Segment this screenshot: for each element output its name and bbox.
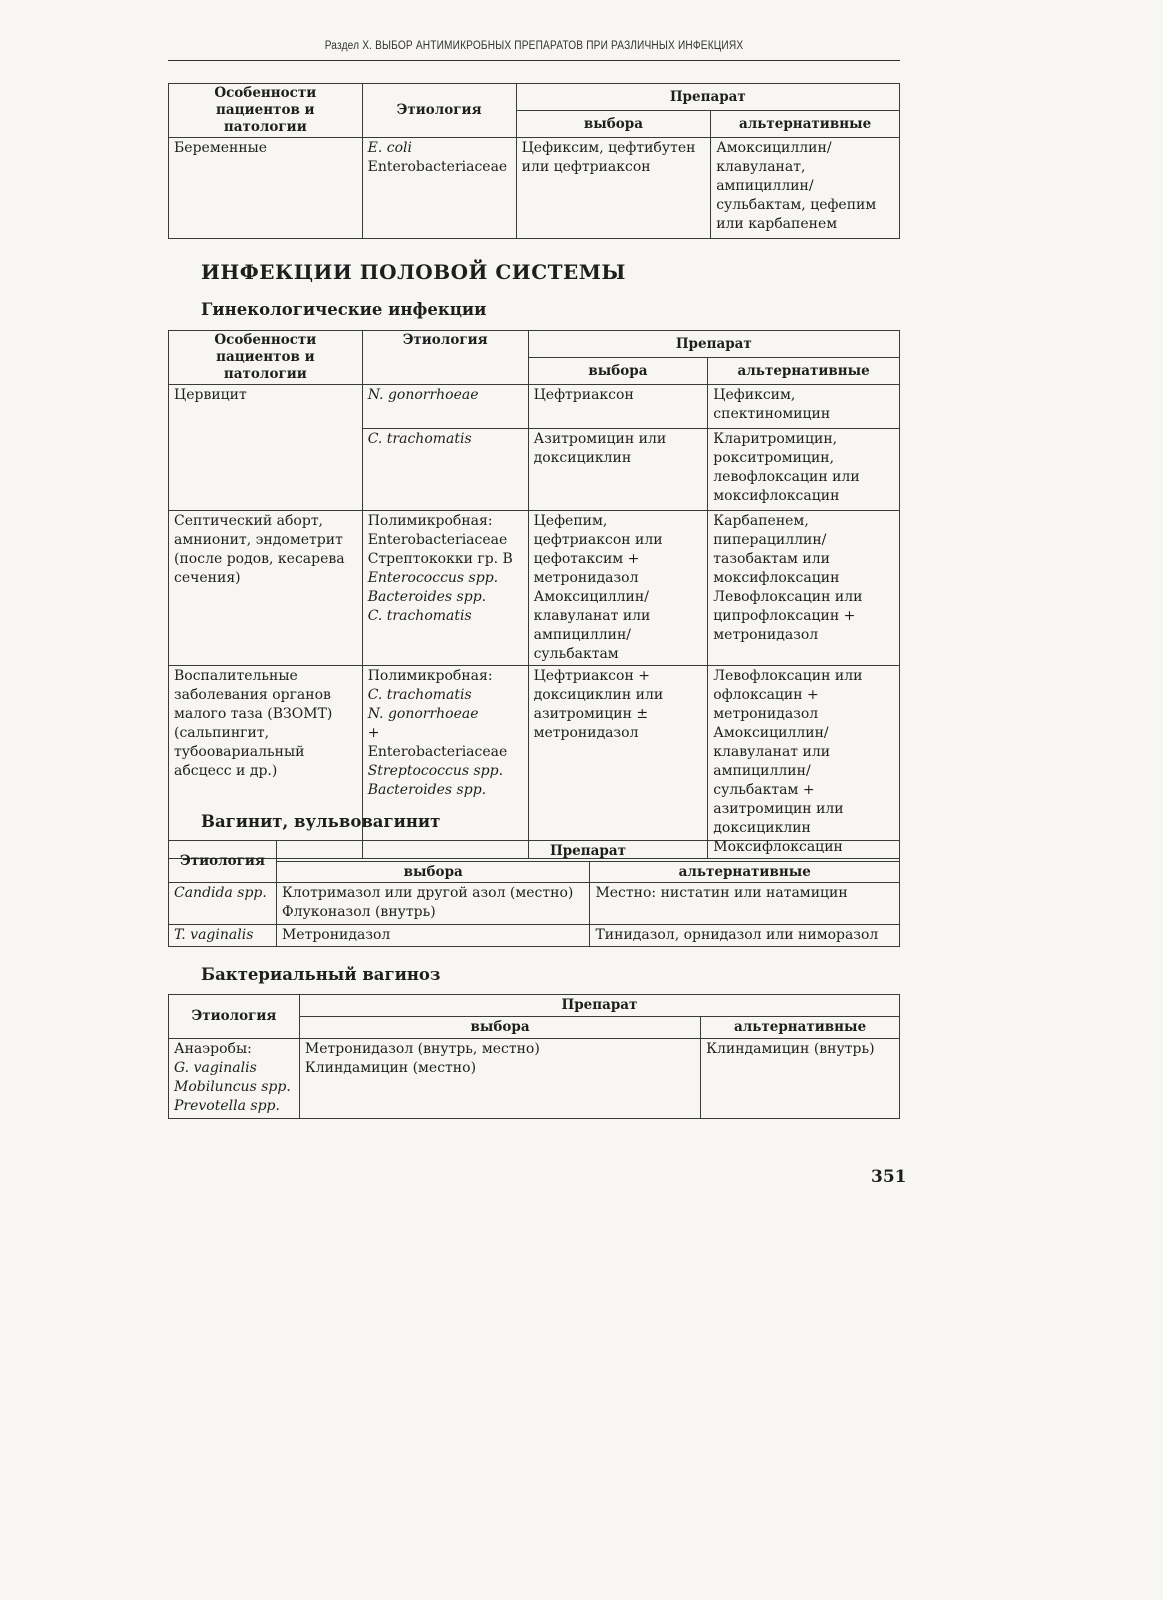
cell-choice: Азитромицин или доксициклин <box>528 429 708 511</box>
cell-etiology: Candida spp. <box>169 883 277 925</box>
header-choice: выбора <box>528 358 708 385</box>
vag-title: Вагинит, вульвовагинит <box>201 812 441 831</box>
cell-patients: Воспалительные заболевания органов малого таза (ВЗОМТ) (сальпингит, тубоовариальный абсцесс и др.) <box>169 666 363 859</box>
cell-etiology: Полимикробная: Enterobacteriaceae Стрептококки гр. B Enterococcus spp. Bacteroides spp. C. trachomatis <box>362 511 528 666</box>
header-choice: выбора <box>516 111 711 138</box>
cell-choice: Цефиксим, цефтибутен или цефтриаксон <box>516 138 711 239</box>
cell-etiology: E. coli Enterobacteriaceae <box>362 138 516 239</box>
cell-etiology: N. gonorrhoeae <box>362 385 528 429</box>
cell-choice: Цефтриаксон <box>528 385 708 429</box>
cell-patients: Септический аборт, амнионит, эндометрит (после родов, кесарева сечения) <box>169 511 363 666</box>
header-etiology: Этиология <box>362 331 528 385</box>
bv-title: Бактериальный вагиноз <box>201 965 441 984</box>
table-continuation <box>168 83 900 239</box>
cell-choice: Цефепим, цефтриаксон или цефотаксим + метронидазол Амоксициллин/клавуланат или ампициллин/сульбактам <box>528 511 708 666</box>
cell-alternative: Кларитромицин, рокситромицин, левофлоксацин или моксифлоксацин <box>708 429 900 511</box>
header-alternative: альтернативные <box>590 862 900 883</box>
table-gyn <box>168 330 900 859</box>
running-head: Раздел X. ВЫБОР АНТИМИКРОБНЫХ ПРЕПАРАТОВ ПРИ РАЗЛИЧНЫХ ИНФЕКЦИЯХ <box>324 40 744 52</box>
cell-patients: Цервицит <box>169 385 363 511</box>
cell-alternative: Карбапенем, пиперациллин/тазобактам или моксифлоксацин Левофлоксацин или ципрофлоксацин + метронидазол <box>708 511 900 666</box>
cell-choice: Метронидазол <box>276 925 589 947</box>
table-vaginitis <box>168 840 900 947</box>
cell-choice: Цефтриаксон + доксициклин или азитромицин ± метронидазол <box>528 666 708 859</box>
cell-patients: Беременные <box>169 138 363 239</box>
header-patients: Особенности пациентов и патологии <box>169 84 363 138</box>
gyn-title: Гинекологические инфекции <box>201 300 487 319</box>
header-rule <box>168 60 900 61</box>
header-drug: Препарат <box>516 84 899 111</box>
cell-choice: Метронидазол (внутрь, местно) Клиндамицин (местно) <box>299 1039 700 1119</box>
header-choice: выбора <box>276 862 589 883</box>
header-etiology: Этиология <box>169 841 277 883</box>
header-drug: Препарат <box>528 331 899 358</box>
cell-alternative: Клиндамицин (внутрь) <box>701 1039 900 1119</box>
cell-alternative: Местно: нистатин или натамицин <box>590 883 900 925</box>
section-title: ИНФЕКЦИИ ПОЛОВОЙ СИСТЕМЫ <box>201 260 626 284</box>
header-drug: Препарат <box>276 841 899 862</box>
header-etiology: Этиология <box>362 84 516 138</box>
header-alternative: альтернативные <box>708 358 900 385</box>
header-drug: Препарат <box>299 995 899 1017</box>
cell-choice: Клотримазол или другой азол (местно) Флуконазол (внутрь) <box>276 883 589 925</box>
header-patients: Особенности пациентов и патологии <box>169 331 363 385</box>
page-number: 351 <box>871 1167 907 1187</box>
header-alternative: альтернативные <box>711 111 900 138</box>
header-etiology: Этиология <box>169 995 300 1039</box>
cell-etiology: Полимикробная: C. trachomatis N. gonorrhoeae + Enterobacteriaceae Streptococcus spp. Bacteroides spp. <box>362 666 528 859</box>
cell-etiology: Анаэробы: G. vaginalis Mobiluncus spp. Prevotella spp. <box>169 1039 300 1119</box>
cell-etiology: C. trachomatis <box>362 429 528 511</box>
cell-alternative: Амоксициллин/ клавуланат, ампициллин/сульбактам, цефепим или карбапенем <box>711 138 900 239</box>
cell-alternative: Тинидазол, орнидазол или ниморазол <box>590 925 900 947</box>
cell-alternative: Цефиксим, спектиномицин <box>708 385 900 429</box>
header-alternative: альтернативные <box>701 1017 900 1039</box>
table-bv <box>168 994 900 1119</box>
cell-etiology: T. vaginalis <box>169 925 277 947</box>
header-choice: выбора <box>299 1017 700 1039</box>
cell-alternative: Левофлоксацин или офлоксацин + метронидазол Амоксициллин/клавуланат или ампициллин/сульбактам + азитромицин или доксициклин Моксифлоксацин <box>708 666 900 859</box>
